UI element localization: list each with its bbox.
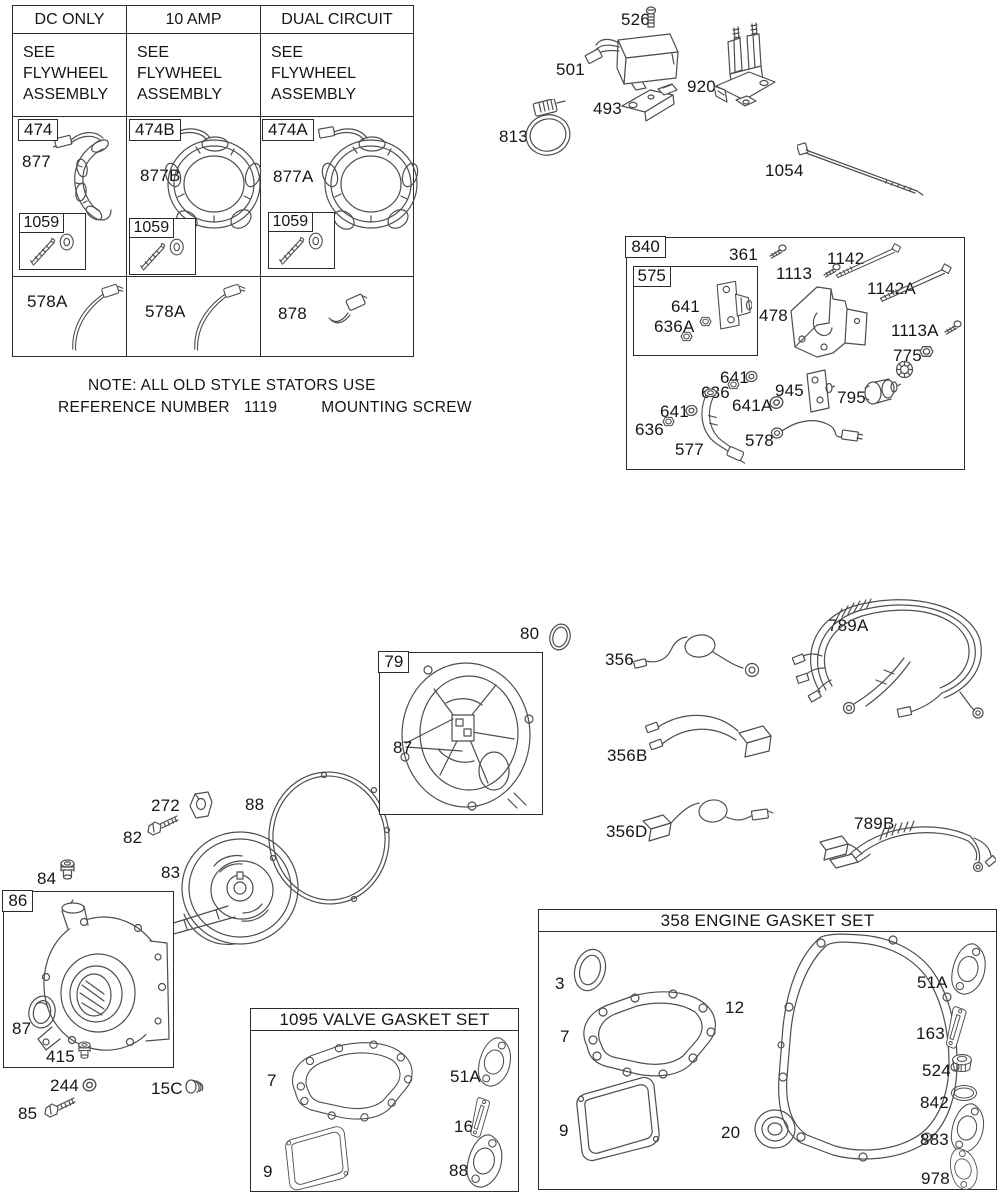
harness-illustration-789B [818, 816, 996, 878]
screw-kit-box [129, 218, 196, 275]
part-label-813: 813 [499, 127, 528, 146]
screw-washer-illustration [23, 230, 79, 267]
breather-gasket-illustration-9 [277, 1121, 357, 1191]
screw-illustration-526 [644, 6, 658, 30]
see-flywheel-note: SEE FLYWHEEL ASSEMBLY [271, 44, 357, 103]
part-label-3: 3 [555, 974, 565, 993]
nut-illustration [680, 331, 693, 342]
flange-gasket-illustration-51A [475, 1035, 513, 1089]
part-label-524: 524 [922, 1061, 951, 1080]
part-label-641: 641 [671, 297, 700, 316]
part-label-1113A: 1113A [891, 321, 939, 340]
screw-kit-box [19, 213, 86, 270]
part-label-526: 526 [621, 10, 650, 29]
part-label-51A: 51A [450, 1067, 481, 1086]
washer-illustration-244 [82, 1077, 97, 1093]
lead-wire-illustration [185, 279, 249, 353]
bracket-illustration-493 [620, 82, 686, 122]
part-label-577: 577 [675, 440, 704, 459]
part-label-478: 478 [759, 306, 788, 325]
part-label-775: 775 [893, 346, 922, 365]
part-label-641: 641 [660, 402, 689, 421]
nut-illustration-775 [919, 345, 934, 358]
ignition-group-box-840 [626, 237, 965, 470]
solenoid-illustration-920 [712, 22, 778, 110]
part-label-877: 877 [22, 152, 51, 171]
part-label-636: 636 [701, 383, 730, 402]
switch-illustration-795 [863, 374, 901, 408]
part-label-578: 578 [745, 431, 774, 450]
switch-illustration-945 [799, 368, 835, 416]
note-ref-suffix: MOUNTING SCREW [321, 399, 472, 416]
part-label-878: 878 [278, 304, 307, 323]
group-ref-86: 86 [2, 890, 33, 912]
part-label-877A: 877A [273, 167, 314, 186]
column-header-dc-only: DC ONLY [13, 6, 127, 33]
part-label-84: 84 [37, 869, 57, 888]
part-label-80: 80 [520, 624, 540, 643]
part-label-578A: 578A [145, 302, 186, 321]
part-label-1054: 1054 [765, 161, 804, 180]
part-label-12: 12 [725, 998, 745, 1017]
group-ref-840: 840 [625, 236, 665, 258]
assembly-ref-474A: 474A [262, 119, 314, 141]
harness-illustration-789A [792, 596, 997, 724]
part-label-7: 7 [267, 1071, 277, 1090]
gasket-illustration-163 [943, 1005, 971, 1051]
part-label-636A: 636A [654, 317, 695, 336]
see-flywheel-note: SEE FLYWHEEL ASSEMBLY [137, 44, 223, 103]
switch-subgroup-box-575 [633, 266, 758, 356]
assembly-ref-474: 474 [18, 119, 58, 141]
engine-gasket-set-box [538, 909, 997, 1190]
part-label-636: 636 [635, 420, 664, 439]
part-label-795: 795 [837, 388, 866, 407]
gear-cover-group-box-86 [3, 891, 174, 1068]
head-gasket-illustration-7 [279, 1035, 419, 1127]
screw-illustration-1113A [940, 319, 962, 335]
part-label-82: 82 [123, 828, 143, 847]
nut-illustration [662, 416, 675, 427]
part-label-1113: 1113 [776, 264, 813, 283]
stator-options-table [12, 5, 414, 357]
part-label-356: 356 [605, 650, 634, 669]
engine-gasket-set-title: 358 ENGINE GASKET SET [539, 910, 996, 932]
wire-illustration-356D [641, 791, 775, 843]
wire-illustration-356B [645, 711, 777, 761]
part-label-842: 842 [920, 1093, 949, 1112]
part-label-1142: 1142 [827, 249, 865, 268]
part-label-415: 415 [46, 1047, 75, 1066]
kit-ref-1059: 1059 [268, 212, 314, 233]
part-label-945: 945 [775, 381, 804, 400]
part-label-641: 641 [720, 368, 749, 387]
part-label-9: 9 [559, 1121, 569, 1140]
cable-tie-illustration-1054 [797, 142, 925, 200]
part-label-51A: 51A [917, 973, 948, 992]
wire-illustration-356 [633, 629, 767, 679]
part-label-163: 163 [454, 1117, 483, 1136]
oring-illustration-80 [547, 622, 573, 652]
part-label-883: 883 [449, 1161, 478, 1180]
note-line-2 [58, 399, 472, 417]
part-label-163: 163 [916, 1024, 945, 1043]
seal-illustration-20 [751, 1106, 799, 1152]
bolt-illustration-1142A [870, 260, 954, 306]
part-label-789B: 789B [854, 814, 895, 833]
assembly-ref-474B: 474B [129, 119, 181, 141]
part-label-272: 272 [151, 796, 180, 815]
fan-cover-group-box-79 [379, 652, 543, 815]
see-flywheel-row [13, 34, 413, 117]
bracket-plate-illustration-478 [787, 283, 871, 365]
part-label-356D: 356D [606, 822, 648, 841]
seal-illustration-87 [26, 994, 58, 1030]
part-label-85: 85 [18, 1104, 38, 1123]
part-label-578A: 578A [27, 292, 68, 311]
part-label-1142A: 1142A [867, 279, 916, 298]
stop-wire-illustration-578 [769, 416, 863, 446]
column-header-dual-circuit: DUAL CIRCUIT [281, 10, 393, 28]
part-label-87: 87 [12, 1019, 32, 1038]
plug-illustration-84 [59, 859, 76, 881]
part-label-877B: 877B [140, 166, 181, 185]
part-label-83: 83 [161, 863, 181, 882]
part-label-87: 87 [393, 738, 413, 757]
kit-ref-1059: 1059 [129, 218, 175, 239]
part-label-493: 493 [593, 99, 622, 118]
part-label-15C: 15C [151, 1079, 183, 1098]
part-label-244: 244 [50, 1076, 79, 1095]
screw-washer-illustration [272, 229, 328, 266]
washer-illustration-641A [769, 395, 784, 410]
oring-illustration-842 [949, 1082, 979, 1104]
plug-illustration-15C [185, 1078, 204, 1095]
stator-table-header-row [13, 6, 413, 34]
washer-illustration [745, 370, 758, 383]
part-label-501: 501 [556, 60, 585, 79]
switch-illustration [708, 279, 752, 333]
cap-illustration-524 [949, 1052, 975, 1076]
stator-lead-row [13, 277, 413, 356]
part-label-9: 9 [263, 1162, 273, 1181]
part-label-356B: 356B [607, 746, 648, 765]
head-gasket-illustration-7 [569, 984, 723, 1084]
screw-kit-box [268, 212, 335, 269]
part-label-920: 920 [687, 77, 716, 96]
part-label-978: 978 [921, 1169, 950, 1188]
screw-washer-illustration [133, 235, 189, 272]
lead-wire-illustration [323, 293, 367, 327]
group-ref-79: 79 [378, 651, 409, 673]
column-header-10-amp: 10 AMP [127, 6, 261, 33]
flange-gasket-illustration-883 [463, 1133, 505, 1189]
kit-ref-1059: 1059 [19, 213, 65, 234]
stator-assembly-row [13, 117, 413, 277]
breather-gasket-illustration-9 [571, 1070, 665, 1162]
group-ref-575: 575 [633, 266, 671, 288]
valve-gasket-set-box [250, 1008, 519, 1192]
plug-illustration-415 [77, 1041, 92, 1060]
part-label-789A: 789A [828, 616, 869, 635]
part-label-361: 361 [729, 245, 758, 264]
screw-illustration-361 [765, 243, 787, 259]
note-ref-label: REFERENCE NUMBER [58, 399, 230, 416]
part-label-88: 88 [245, 795, 265, 814]
see-flywheel-note: SEE FLYWHEEL ASSEMBLY [23, 44, 109, 103]
note-ref-number: 1119 [243, 399, 278, 416]
flange-gasket-illustration-51A [947, 942, 989, 996]
fan-cover-illustration [396, 657, 536, 813]
part-label-7: 7 [560, 1027, 570, 1046]
part-label-883: 883 [920, 1130, 949, 1149]
bolt-illustration-85 [42, 1094, 78, 1118]
lead-wire-illustration [63, 279, 127, 353]
keeper-illustration-272 [188, 790, 214, 820]
gear-cover-illustration [32, 899, 172, 1061]
valve-gasket-set-title: 1095 VALVE GASKET SET [251, 1009, 518, 1031]
ground-cable-illustration-577 [697, 387, 745, 467]
clamp-illustration-813 [522, 99, 576, 159]
note-line-1: NOTE: ALL OLD STYLE STATORS USE [88, 377, 376, 394]
part-label-20: 20 [721, 1123, 741, 1142]
part-label-641A: 641A [732, 396, 773, 415]
